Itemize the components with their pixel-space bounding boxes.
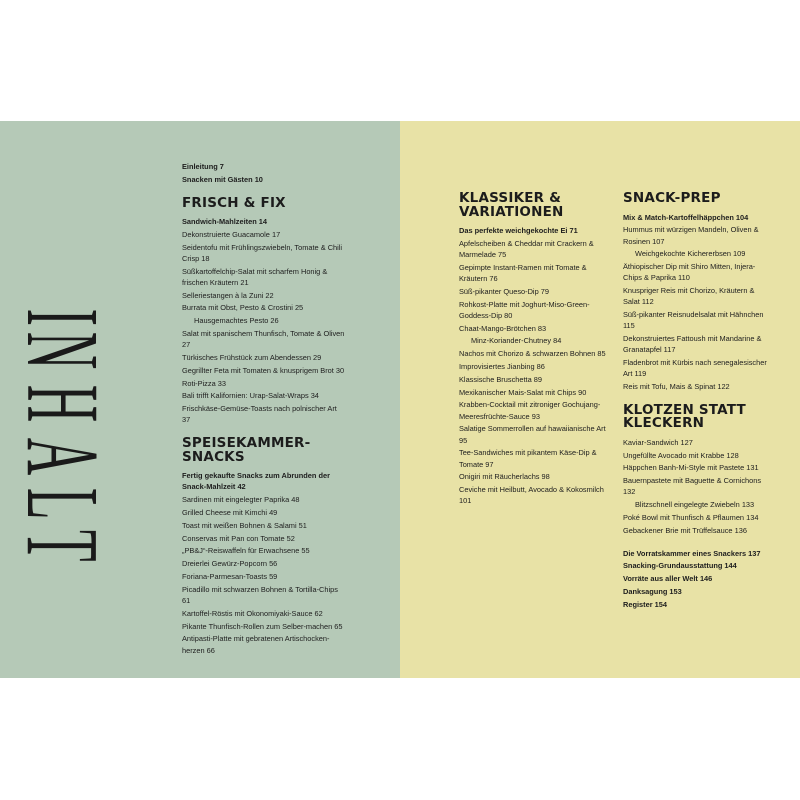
section-frisch-fix — [182, 194, 347, 426]
toc-entry[interactable]: Grilled Cheese mit Kimchi 49 — [182, 508, 278, 518]
toc-entry[interactable]: Minz-Koriander-Chutney 84 — [471, 336, 562, 346]
toc-entry[interactable]: Nachos mit Chorizo & schwarzen Bohnen 85 — [459, 349, 606, 359]
title-letter: T — [5, 529, 120, 565]
toc-entry[interactable]: Hausgemachtes Pesto 26 — [194, 316, 279, 326]
section-heading-line: VARIATIONEN — [459, 203, 564, 220]
toc-entry[interactable]: Fladenbrot mit Kürbis nach senegalesischer Art 119 — [623, 358, 767, 379]
toc-entry[interactable]: Toast mit weißen Bohnen & Salami 51 — [182, 520, 307, 530]
right-toc-column — [623, 192, 773, 612]
toc-entry[interactable]: Picadillo mit schwarzen Bohnen & Tortilla-Chips 61 — [182, 584, 338, 606]
toc-entry[interactable]: Kartoffel-Röstis mit Okonomiyaki-Sauce 62 — [182, 608, 323, 618]
section-heading — [623, 401, 773, 432]
toc-entry[interactable]: Sandwich-Mahlzeiten 14 — [182, 217, 268, 227]
title-letter: I — [5, 308, 120, 329]
toc-entry[interactable]: Türkisches Frühstück zum Abendessen 29 — [182, 353, 322, 363]
section-heading-line: SPEISEKAMMER- — [182, 435, 311, 452]
toc-entry[interactable]: Knuspriger Reis mit Chorizo, Kräutern & Salat 112 — [623, 286, 755, 307]
toc-entry[interactable]: Register 154 — [623, 599, 667, 609]
section-heading — [623, 192, 773, 206]
title-letter: H — [5, 384, 120, 426]
toc-entry[interactable]: Süß-pikanter Reisnudelsalat mit Hähnchen 115 — [623, 310, 764, 331]
toc-entry[interactable]: Gegrillter Feta mit Tomaten & knusprigem Brot 30 — [182, 365, 345, 375]
toc-entry[interactable]: Selleriestangen à la Zuni 22 — [182, 290, 274, 300]
toc-entry[interactable]: „PB&J“-Reiswaffeln für Erwachsene 55 — [182, 546, 310, 556]
toc-entry[interactable]: Dreierlei Gewürz-Popcorn 56 — [182, 559, 278, 569]
toc-entry[interactable]: Dekonstruiertes Fattoush mit Mandarine & Granatapfel 117 — [623, 334, 762, 355]
toc-entry[interactable]: Vorräte aus aller Welt 146 — [623, 574, 713, 584]
section-heading — [182, 437, 347, 464]
toc-entry[interactable]: Hummus mit würzigen Mandeln, Oliven & Rosinen 107 — [623, 225, 759, 246]
toc-entry[interactable]: Blitzschnell eingelegte Zwiebeln 133 — [635, 500, 755, 510]
toc-entry[interactable]: Roti-Pizza 33 — [182, 378, 226, 388]
section-heading-line: SNACK-PREP — [623, 190, 721, 206]
title-letter: L — [5, 487, 120, 523]
section-heading-line: SNACKS — [182, 448, 245, 465]
toc-entry[interactable]: Snacken mit Gästen 10 — [182, 174, 263, 184]
toc-entry[interactable]: Mexikanischer Mais-Salat mit Chips 90 — [459, 387, 587, 397]
toc-entry[interactable]: Pikante Thunfisch-Rollen zum Selber-machen 65 — [182, 621, 343, 631]
toc-entry[interactable]: Snacking-Grundausstattung 144 — [623, 561, 737, 571]
section-snack-prep — [623, 192, 773, 392]
back-matter-list — [623, 548, 773, 610]
toc-entry[interactable]: Krabben-Cocktail mit zitroniger Gochujang-Meeresfrüchte-Sauce 93 — [459, 400, 601, 421]
toc-entry[interactable]: Süßkartoffelchip-Salat mit scharfem Honig & frischen Kräutern 21 — [182, 266, 328, 287]
toc-entry[interactable]: Kaviar-Sandwich 127 — [623, 437, 693, 447]
toc-entry[interactable]: Die Vorratskammer eines Snackers 137 — [623, 548, 761, 558]
section-heading-line: KLOTZEN STATT — [623, 401, 746, 418]
section-heading-line: KLASSIKER & — [459, 190, 562, 206]
toc-entry[interactable]: Salat mit spanischem Thunfisch, Tomate & Oliven 27 — [182, 329, 345, 350]
toc-entry[interactable]: Antipasti-Platte mit gebratenen Artischocken-herzen 66 — [182, 634, 330, 655]
toc-entry[interactable]: Fertig gekaufte Snacks zum Abrunden der Snack-Mahlzeit 42 — [182, 471, 330, 492]
toc-entry[interactable]: Danksagung 153 — [623, 587, 682, 597]
toc-entry[interactable]: Reis mit Tofu, Mais & Spinat 122 — [623, 382, 730, 392]
toc-entry[interactable]: Häppchen Banh-Mi-Style mit Pastete 131 — [623, 463, 759, 473]
title-letter: A — [5, 437, 120, 479]
section-heading: FRISCH & FIX — [182, 194, 286, 211]
left-toc-column — [182, 161, 347, 657]
section-heading-line: KLECKERN — [623, 415, 705, 432]
toc-entry[interactable]: Weichgekochte Kichererbsen 109 — [635, 249, 746, 259]
contents-title — [5, 308, 120, 567]
toc-entry[interactable]: Dekonstruierte Guacamole 17 — [182, 229, 281, 239]
toc-entry[interactable]: Seidentofu mit Frühlingszwiebeln, Tomate & Chili Crisp 18 — [182, 242, 343, 263]
intro-list — [182, 161, 347, 185]
toc-entry[interactable]: Bali trifft Kalifornien: Urap-Salat-Wraps 34 — [182, 391, 319, 401]
title-letter: N — [5, 331, 120, 372]
toc-entry[interactable]: Onigiri mit Räucherlachs 98 — [459, 472, 550, 482]
section-heading — [459, 192, 614, 219]
toc-entry[interactable]: Süß-pikanter Queso-Dip 79 — [459, 286, 549, 296]
toc-entry[interactable]: Äthiopischer Dip mit Shiro Mitten, Injera-Chips & Paprika 110 — [623, 262, 756, 283]
toc-entry[interactable]: Improvisiertes Jianbing 86 — [459, 361, 545, 371]
section-speisekammer-snacks — [182, 437, 347, 656]
toc-entry[interactable]: Salatige Sommerrollen auf hawaiianische Art 95 — [459, 424, 606, 445]
toc-entry[interactable]: Ceviche mit Heilbutt, Avocado & Kokosmilch 101 — [459, 485, 604, 506]
toc-entry[interactable]: Sardinen mit eingelegter Paprika 48 — [182, 495, 300, 505]
middle-toc-column — [459, 192, 614, 508]
toc-entry[interactable]: Mix & Match-Kartoffelhäppchen 104 — [623, 212, 749, 222]
toc-entry[interactable]: Foriana-Parmesan-Toasts 59 — [182, 572, 278, 582]
toc-entry[interactable]: Poké Bowl mit Thunfisch & Pflaumen 134 — [623, 513, 759, 523]
toc-entry[interactable]: Chaat-Mango-Brötchen 83 — [459, 323, 547, 333]
toc-entry[interactable]: Burrata mit Obst, Pesto & Crostini 25 — [182, 303, 304, 313]
toc-entry[interactable]: Ungefüllte Avocado mit Krabbe 128 — [623, 450, 739, 460]
toc-entry[interactable]: Apfelscheiben & Cheddar mit Crackern & Marmelade 75 — [459, 238, 594, 259]
toc-entry[interactable]: Klassische Bruschetta 89 — [459, 374, 542, 384]
toc-entry[interactable]: Tee-Sandwiches mit pikantem Käse-Dip & Tomate 97 — [459, 448, 597, 469]
toc-entry[interactable]: Bauernpastete mit Baguette & Cornichons 132 — [623, 476, 762, 497]
toc-entry[interactable]: Einleitung 7 — [182, 162, 224, 171]
section-klassiker-variationen — [459, 192, 614, 507]
toc-entry[interactable]: Conservas mit Pan con Tomate 52 — [182, 533, 295, 543]
toc-entry[interactable]: Das perfekte weichgekochte Ei 71 — [459, 226, 578, 235]
toc-entry[interactable]: Gebackener Brie mit Trüffelsauce 136 — [623, 525, 747, 535]
toc-entry[interactable]: Frischkäse-Gemüse-Toasts nach polnischer Art 37 — [182, 404, 337, 425]
toc-entry[interactable]: Gepimpte Instant-Ramen mit Tomate & Kräutern 76 — [459, 262, 587, 283]
toc-entry[interactable]: Rohkost-Platte mit Joghurt-Miso-Green-Goddess-Dip 80 — [459, 299, 590, 320]
section-klotzen-statt-kleckern — [623, 401, 773, 536]
